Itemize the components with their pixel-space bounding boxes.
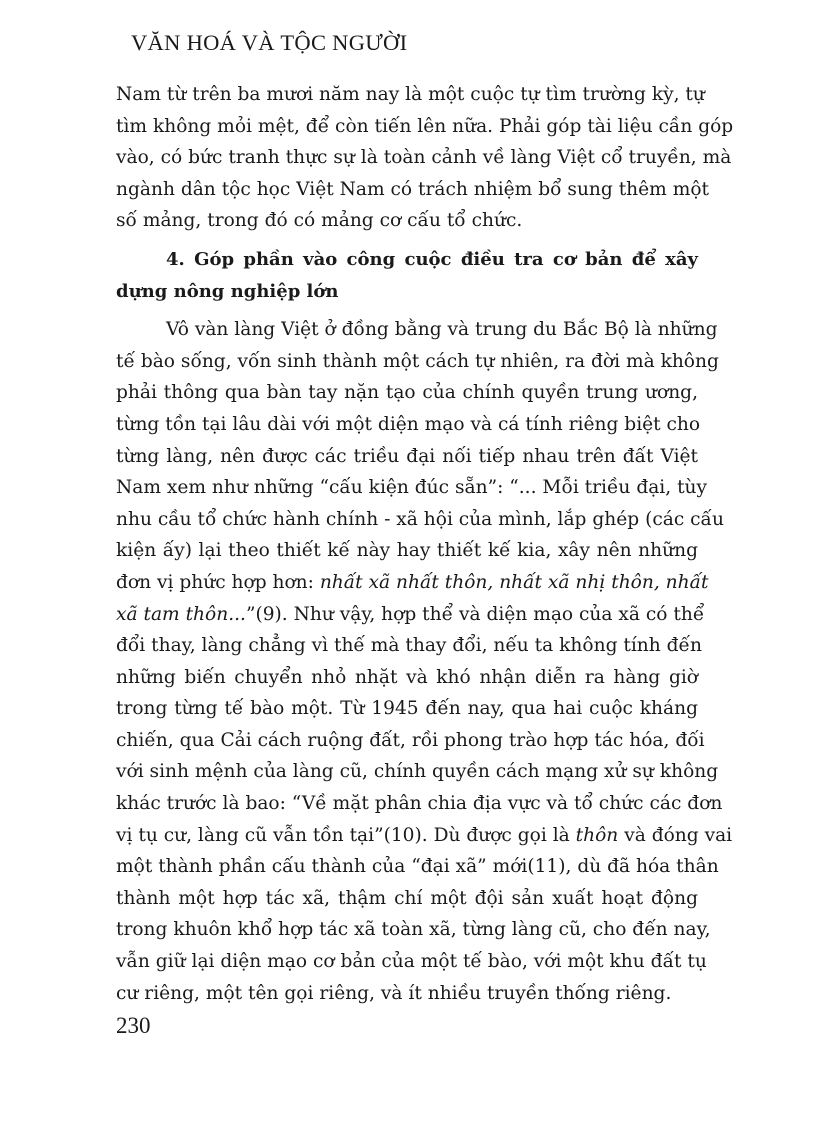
body-text xyxy=(116,79,734,1009)
text-line: tế bào sống, vốn sinh thành một cách tự nhiên, ra đời mà không xyxy=(116,350,719,372)
italic-term: thôn xyxy=(575,824,619,846)
text-line: từng tồn tại lâu dài với một diện mạo và cá tính riêng biệt cho xyxy=(116,413,701,435)
text-line: ngành dân tộc học Việt Nam có trách nhiệm bổ sung thêm một xyxy=(116,178,710,200)
paragraph-intro xyxy=(116,79,734,237)
text-line: một thành phần cấu thành của “đại xã” mới(11), dù đã hóa thân xyxy=(116,856,719,878)
text-line: cư riêng, một tên gọi riêng, và ít nhiều truyền thống riêng. xyxy=(116,982,672,1004)
text-line: số mảng, trong đó có mảng cơ cấu tổ chức. xyxy=(116,210,523,232)
text-line: Nam xem như những “cấu kiện đúc sẵn”: “... Mỗi triều đại, tùy xyxy=(116,477,708,499)
text-line: Nam từ trên ba mươi năm nay là một cuộc tự tìm trường kỳ, tự xyxy=(116,84,705,105)
text-line: Vô vàn làng Việt ở đồng bằng và trung du Bắc Bộ là những xyxy=(166,319,718,341)
text-line: chiến, qua Cải cách ruộng đất, rồi phong trào hợp tác hóa, đối xyxy=(116,729,705,751)
text-segment: đơn vị phức hợp hơn: xyxy=(116,571,320,593)
text-line: trong khuôn khổ hợp tác xã toàn xã, từng làng cũ, cho đến nay, xyxy=(116,919,711,941)
text-line xyxy=(116,567,709,599)
text-segment: vị tụ cư, làng cũ vẫn tồn tại”(10). Dù được gọi là xyxy=(116,824,576,846)
text-line: nhu cầu tổ chức hành chính - xã hội của mình, lắp ghép (các cấu xyxy=(116,508,724,530)
paragraph-main xyxy=(116,314,733,1009)
text-line xyxy=(116,599,705,631)
text-line: từng làng, nên được các triều đại nối tiếp nhau trên đất Việt xyxy=(116,445,698,467)
running-head: VĂN HOÁ VÀ TỘC NGƯỜI xyxy=(131,30,408,55)
page-number: 230 xyxy=(116,1013,151,1038)
text-line: vẫn giữ lại diện mạo cơ bản của một tế bào, với một khu đất tụ xyxy=(116,951,707,973)
text-segment: ”(9). Như vậy, hợp thể và diện mạo của xã có thể xyxy=(245,603,705,625)
text-line: tìm không mỏi mệt, để còn tiến lên nữa. Phải góp tài liệu cần góp xyxy=(116,115,734,137)
text-line: khác trước là bao: “Về mặt phân chia địa vực và tổ chức các đơn xyxy=(116,793,723,815)
text-line: kiện ấy) lại theo thiết kế này hay thiết kế kia, xây nên những xyxy=(116,540,698,562)
text-line: những biến chuyển nhỏ nhặt và khó nhận diễn ra hàng giờ xyxy=(116,666,698,688)
italic-term: xã tam thôn... xyxy=(116,603,246,625)
section-heading-line: 4. Góp phần vào công cuộc điều tra cơ bản để xây xyxy=(166,248,698,270)
text-line: phải thông qua bàn tay nặn tạo của chính quyền trung ương, xyxy=(116,382,698,404)
text-line: đổi thay, làng chẳng vì thế mà thay đổi, nếu ta không tính đến xyxy=(116,635,702,657)
section-heading xyxy=(116,244,698,307)
text-segment: và đóng vai xyxy=(618,824,733,846)
text-line xyxy=(116,820,733,852)
text-line: thành một hợp tác xã, thậm chí một đội sản xuất hoạt động xyxy=(116,887,698,909)
text-line: vào, có bức tranh thực sự là toàn cảnh về làng Việt cổ truyền, mà xyxy=(116,147,732,169)
italic-term: nhất xã nhất thôn, nhất xã nhị thôn, nhất xyxy=(319,571,709,593)
section-heading-line: dựng nông nghiệp lớn xyxy=(116,280,339,302)
text-line: với sinh mệnh của làng cũ, chính quyền cách mạng xử sự không xyxy=(116,761,719,783)
text-line: trong từng tế bào một. Từ 1945 đến nay, qua hai cuộc kháng xyxy=(116,698,698,720)
